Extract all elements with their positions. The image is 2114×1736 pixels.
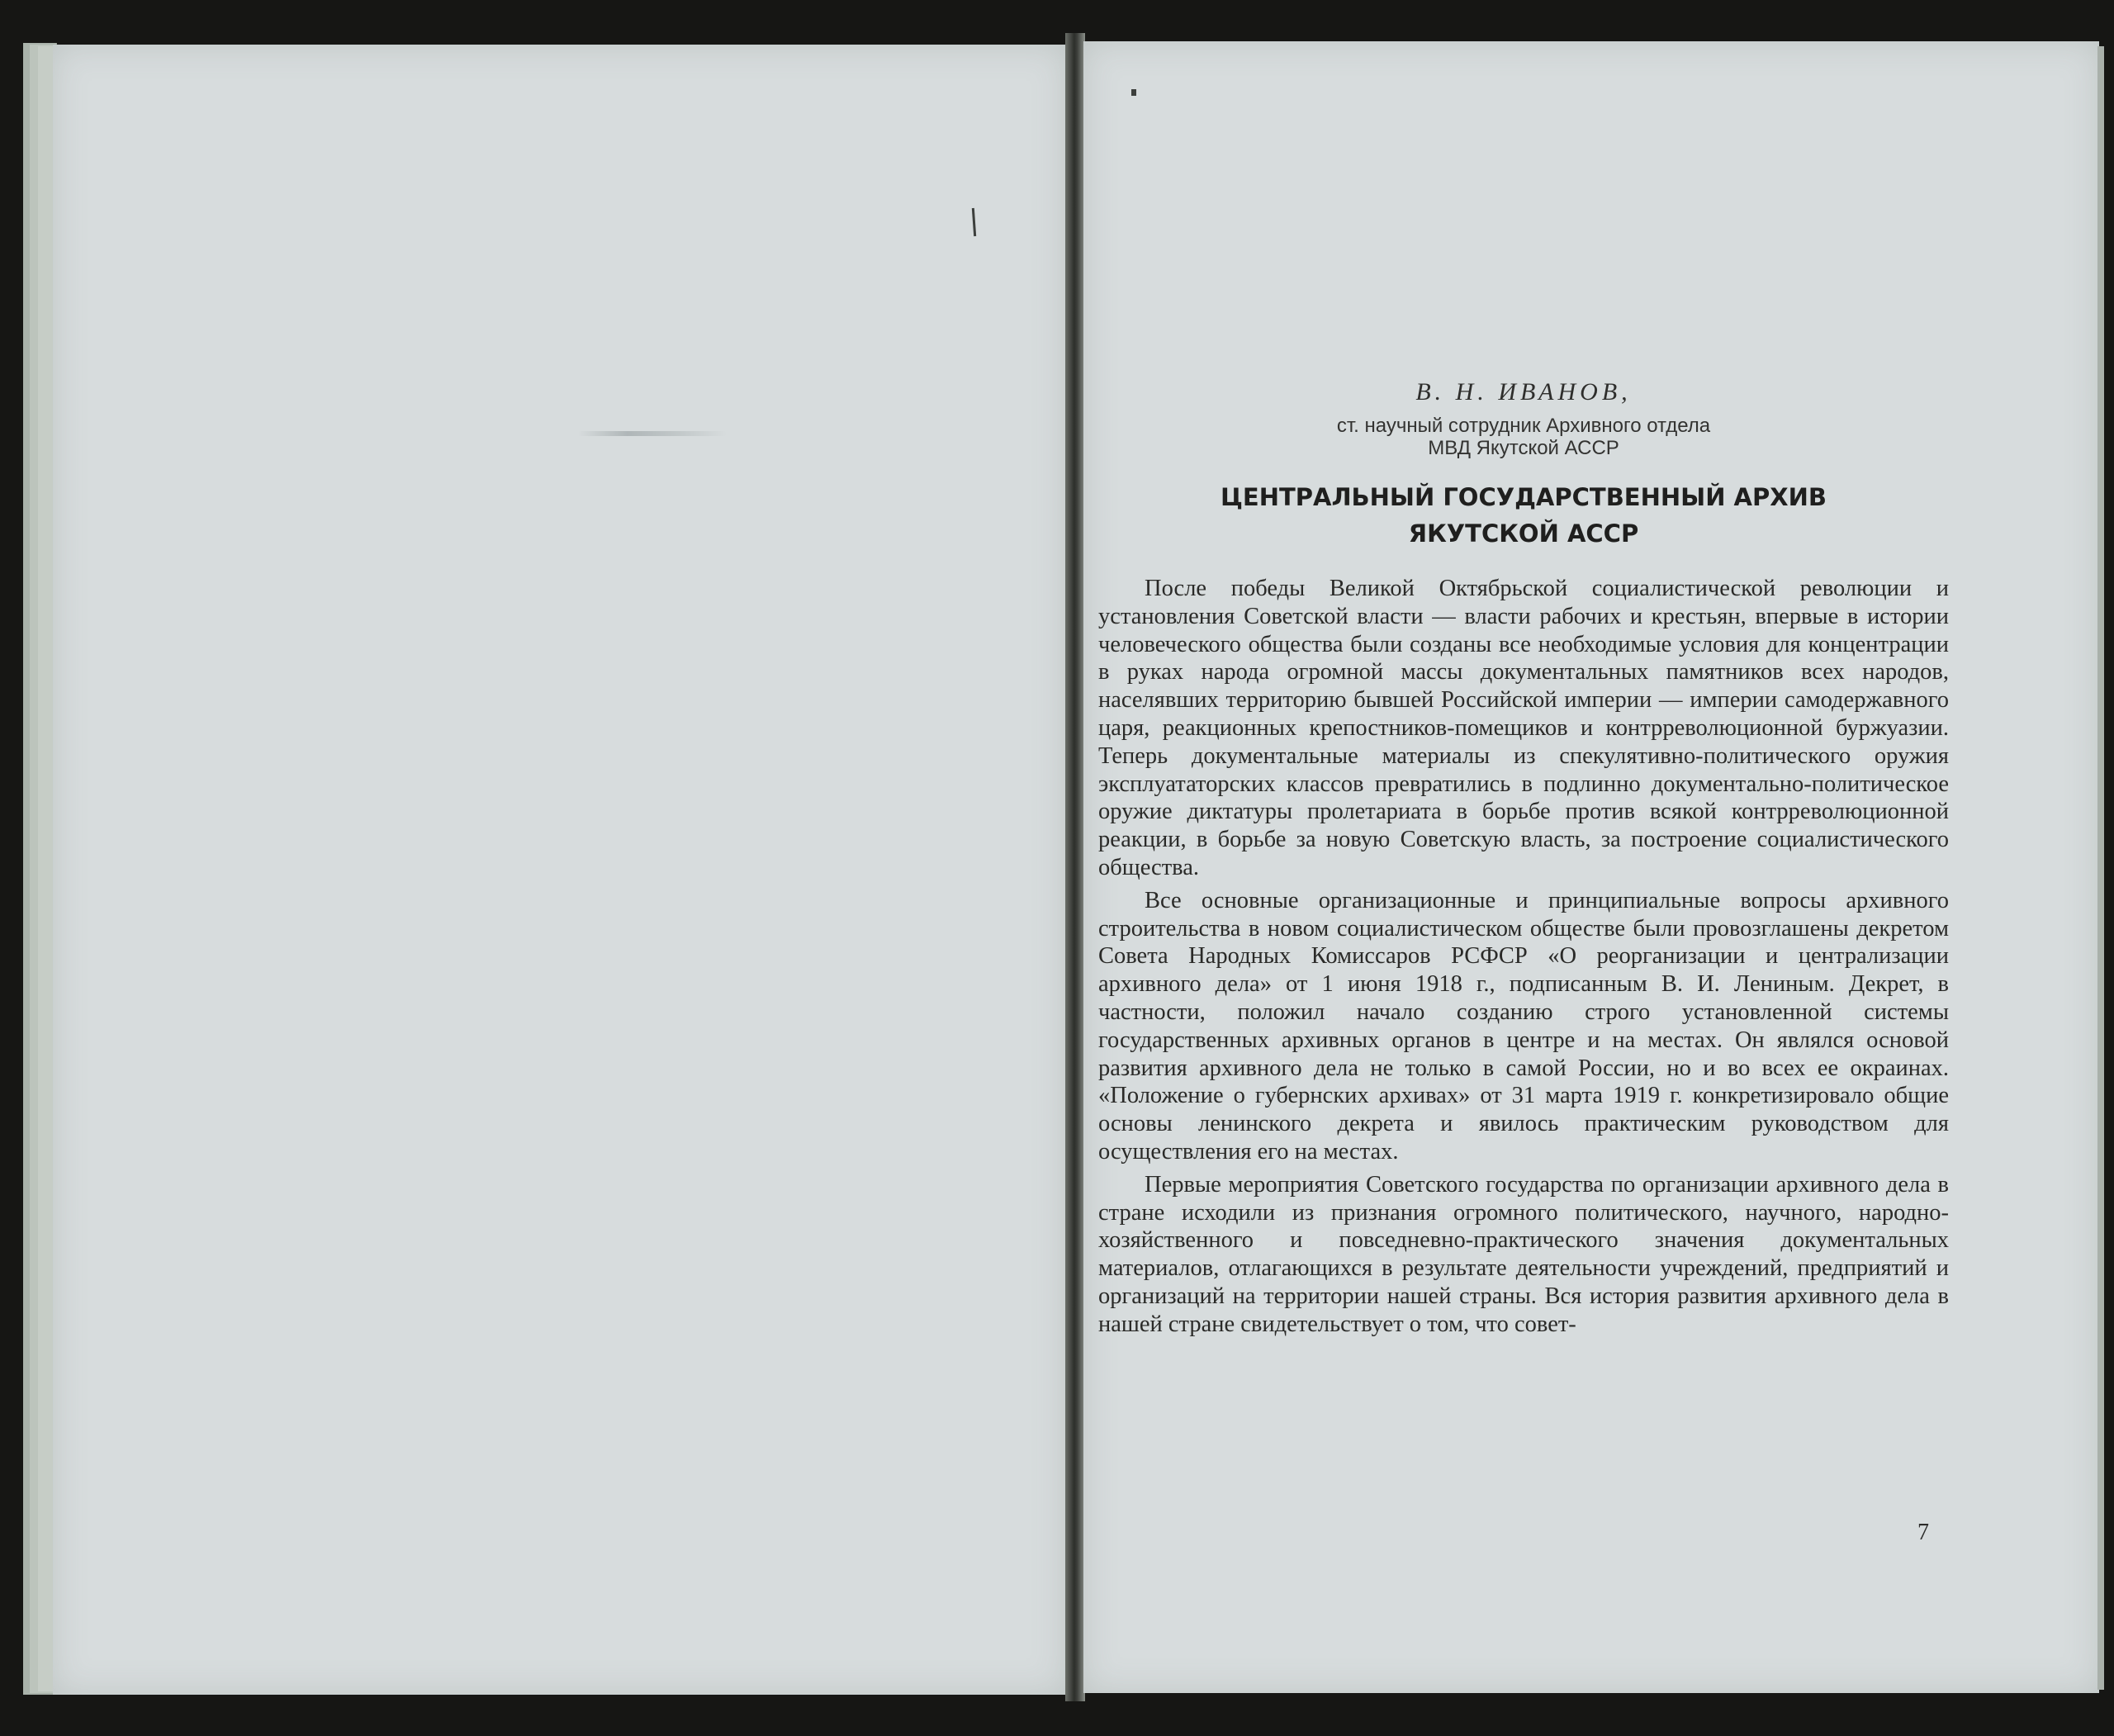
page-number: 7: [1917, 1520, 1929, 1545]
body-paragraph: Первые мероприятия Советского государства по организации архивного дела в стране исходили из признания огромного политического, научного, народно-хозяйственного и повседневно-практического значения документальных материалов, отлагающихся в результате деятельности учреждений, предприятий и организаций на территории нашей страны. Вся история развития архивного дела в нашей стране свидетельствует о том, что совет-: [1098, 1171, 1949, 1337]
right-page-edge: [2097, 46, 2104, 1690]
author-position-line: ст. научный сотрудник Архивного отдела: [1336, 415, 1711, 437]
book-gutter: [1065, 33, 1085, 1701]
author-position: [1098, 415, 1949, 459]
ink-dot: [1131, 89, 1136, 96]
smudge-mark: [578, 431, 727, 436]
author-name: В. Н. ИВАНОВ,: [1415, 378, 1632, 406]
left-page-blank: [53, 45, 1066, 1695]
body-paragraph: Все основные организационные и принципиальные вопросы архивного строительства в новом социалистическом обществе были провозглашены декретом Совета Народных Комиссаров РСФСР «О реорганизации и централизации архивного дела» от 1 июня 1918 г., подписанным В. И. Лениным. Декрет, в частности, положил начало созданию строго установленной системы государственных архивных органов в центре и на местах. Он являлся основой развития архивного дела не только в самой России, но и во всех ее окраинах. «Положение о губернских архивах» от 31 марта 1919 г. конкретизировало общие основы ленинского декрета и явилось практическим руководством для осуществления его на местах.: [1098, 887, 1949, 1164]
article-title: [1098, 479, 1949, 552]
article-title-line: ЦЕНТРАЛЬНЫЙ ГОСУДАРСТВЕННЫЙ АРХИВ: [1220, 483, 1827, 511]
body-paragraph: После победы Великой Октябрьской социалистической революции и установления Советской власти — власти рабочих и крестьян, впервые в истории человеческого общества были созданы все необходимые условия для концентрации в руках народа огромной массы документальных памятников всех народов, населявших территорию бывшей Российской империи — империи самодержавного царя, реакционных крепостников-помещиков и контрреволюционной буржуазии. Теперь документальные материалы из спекулятивно-политического оружия эксплуататорских классов превратились в подлинно документально-политическое оружие диктатуры пролетариата в борьбе против всякой контрреволюционной реакции, в борьбе за новую Советскую власть, за построение социалистического общества.: [1098, 576, 1949, 880]
author-position-line: МВД Якутской АССР: [1428, 437, 1619, 459]
article-body: [1098, 575, 1949, 1339]
article-title-line: ЯКУТСКОЙ АССР: [1408, 519, 1639, 548]
